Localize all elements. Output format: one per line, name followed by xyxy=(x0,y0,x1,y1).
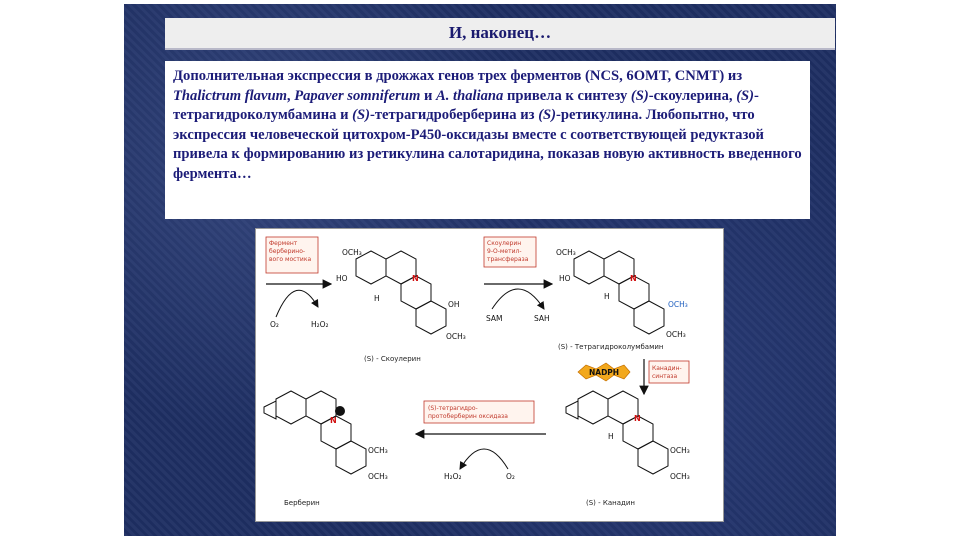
paragraph-run: -скоулерина, xyxy=(648,87,737,104)
enzyme2-line2: 9-О-метил- xyxy=(487,248,522,255)
compound-tetrahydrocolumbamine: (S) - Тетрагидроколумбамин xyxy=(558,343,664,351)
structure-berberine xyxy=(264,391,388,481)
cofactor-o2-b: O₂ xyxy=(506,472,515,481)
pathway-figure xyxy=(255,228,724,522)
paragraph-italic-run: (S) xyxy=(630,87,649,104)
atom-ho-2: HO xyxy=(559,274,571,283)
enzyme1-line2: берберино- xyxy=(269,248,306,255)
atom-ho-1: HO xyxy=(336,274,348,283)
enzyme1-line3: вого мостика xyxy=(269,256,312,263)
cofactor-o2-a: O₂ xyxy=(270,320,279,329)
enzyme2-line1: Скоулерин xyxy=(487,240,522,247)
compound-berberine: Берберин xyxy=(284,499,320,507)
cofactor-h2o2-a: H₂O₂ xyxy=(311,320,329,329)
atom-och3-2: OCH₃ xyxy=(446,332,466,341)
structure-intermediate xyxy=(336,248,466,341)
compound-scoulerine: (S) - Скоулерин xyxy=(364,355,421,363)
reaction-arrow-1 xyxy=(266,284,331,329)
paragraph-run: привела к синтезу xyxy=(503,87,631,104)
atom-h-2: H xyxy=(604,292,610,301)
paragraph-italic-run: Thalictrum flavum xyxy=(173,87,287,104)
reaction-arrow-4 xyxy=(416,434,546,481)
paragraph-italic-run: (S) xyxy=(352,107,370,124)
pathway-diagram xyxy=(256,229,723,521)
paragraph-run: -тетрагидроберберина из xyxy=(370,107,539,124)
atom-h-3: H xyxy=(608,432,614,441)
enzyme-box-9omt xyxy=(484,237,536,267)
cofactor-sam: SAM xyxy=(486,314,503,323)
cofactor-nadph: NADPH xyxy=(589,368,620,377)
enzyme4-line2: протоберберин оксидаза xyxy=(428,413,508,420)
paragraph-italic-run: (S) xyxy=(736,87,755,104)
paragraph-italic-run: A. thaliana xyxy=(436,87,504,104)
paragraph-run: Дополнительная экспрессия в дрожжах генов трех ферментов (NCS, 6OMT, CNMT) из xyxy=(173,68,743,84)
paragraph-run: , xyxy=(286,87,295,104)
paragraph-run: -тетрагидроколумбамина и xyxy=(173,87,759,124)
atom-och3-6: OCH₃ xyxy=(670,446,690,455)
atom-oh-1: OH xyxy=(448,300,460,309)
paragraph-run: -ретикулина. Любопытно, что экспрессия человеческой цитохром-Р450-оксидазы вместе с соответствующей редуктазой привела к формированию из ретикулина салотаридина, показав новую активность введенного фермента… xyxy=(173,107,802,182)
structure-canadine xyxy=(566,391,690,481)
atom-och3-5: OCH₃ xyxy=(666,330,686,339)
enzyme2-line3: трансфераза xyxy=(487,256,529,263)
enzyme3-line2: синтаза xyxy=(652,373,678,380)
reaction-arrow-3 xyxy=(578,359,689,394)
enzyme3-line1: Канадин- xyxy=(652,365,682,372)
paragraph-run: и xyxy=(420,87,437,104)
atom-och3-9: OCH₃ xyxy=(368,472,388,481)
slide-title: И, наконец… xyxy=(448,23,552,42)
atom-n-1: N xyxy=(412,274,419,283)
reaction-arrow-2 xyxy=(484,284,552,323)
title-bar xyxy=(165,18,835,50)
enzyme-box-oxidase xyxy=(424,401,534,423)
compound-canadine: (S) - Канадин xyxy=(586,499,635,507)
cofactor-sah: SAH xyxy=(534,314,550,323)
enzyme1-line1: Фермент xyxy=(269,240,298,247)
paragraph-box xyxy=(165,61,810,219)
atom-n-2: N xyxy=(630,274,637,283)
atom-och3-8: OCH₃ xyxy=(368,446,388,455)
cofactor-h2o2-b: H₂O₂ xyxy=(444,472,462,481)
paragraph-italic-run: (S) xyxy=(538,107,557,124)
atom-och3-1: OCH₃ xyxy=(342,248,362,257)
paragraph-text xyxy=(173,68,802,182)
atom-n-4: N xyxy=(330,416,337,425)
atom-och3-7: OCH₃ xyxy=(670,472,690,481)
enzyme4-line1: (S)-тетрагидро- xyxy=(428,405,478,412)
atom-och3-3: OCH₃ xyxy=(556,248,576,257)
atom-n-3: N xyxy=(634,414,641,423)
structure-tetrahydrocolumbamine xyxy=(556,248,688,339)
atom-och3-4: OCH₃ xyxy=(668,300,688,309)
enzyme-box-bridge xyxy=(266,237,318,273)
paragraph-italic-run: Papaver somniferum xyxy=(294,87,421,104)
atom-h-1: H xyxy=(374,294,380,303)
